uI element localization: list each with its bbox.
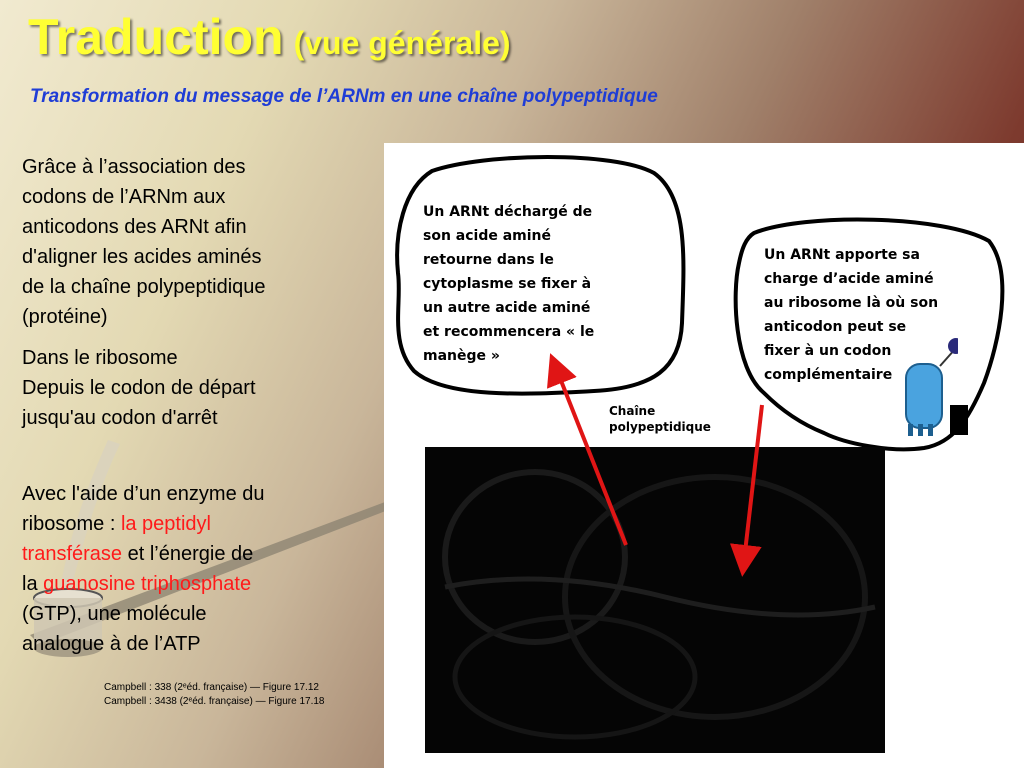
transferase-term: transférase [22, 543, 123, 565]
reference-line: Campbell : 3438 (2ᵉéd. française) — Figure 17.18 [104, 695, 325, 707]
text-fragment: ribosome : [22, 513, 121, 535]
bubble-line: charge d’acide aminé [764, 271, 934, 287]
bubble-line: Un ARNt apporte sa [764, 247, 920, 263]
text-line [22, 509, 367, 539]
bubble-line: son acide aminé [423, 228, 552, 244]
bubble-line: et recommencera « le [423, 324, 595, 340]
paragraph-association [22, 152, 367, 332]
bubble-line: retourne dans le [423, 252, 554, 268]
text-line: Dans le ribosome [22, 347, 178, 369]
text-line: codons de l’ARNm aux [22, 186, 226, 208]
paragraph-enzyme [22, 479, 367, 659]
text-line: d'aligner les acides aminés [22, 246, 262, 268]
text-line [22, 569, 367, 599]
text-line [22, 539, 367, 569]
arrow-trna-exit [556, 368, 626, 545]
text-line: Grâce à l’association des [22, 156, 246, 178]
peptidyl-term: la peptidyl [120, 513, 211, 535]
slide-title [28, 8, 511, 66]
slide-subtitle: Transformation du message de l’ARNm en une chaîne polypeptidique [30, 86, 658, 107]
arrow-trna-entry [744, 405, 762, 561]
text-line: anticodons des ARNt afin [22, 216, 247, 238]
bubble-line: Un ARNt déchargé de [423, 204, 593, 220]
title-sub: (vue générale) [293, 25, 511, 61]
text-line: (protéine) [22, 306, 108, 328]
bubble-line: manège » [423, 348, 500, 364]
chain-label-line: Chaîne [609, 404, 656, 418]
chain-label-line: polypeptidique [609, 420, 711, 434]
reference-line: Campbell : 338 (2ᵉéd. française) — Figure 17.12 [104, 682, 319, 693]
bubble-line: un autre acide aminé [423, 300, 591, 316]
title-main: Traduction [28, 9, 284, 65]
references [104, 681, 325, 708]
text-line: Avec l'aide d’un enzyme du [22, 483, 265, 505]
arrows-overlay [384, 143, 1024, 768]
text-fragment: la [22, 573, 44, 595]
text-fragment: et l’énergie de [122, 543, 254, 565]
text-line: de la chaîne polypeptidique [22, 276, 266, 298]
text-line: Depuis le codon de départ [22, 377, 256, 399]
gtp-term: guanosine triphosphate [43, 573, 252, 595]
text-line: (GTP), une molécule [22, 603, 207, 625]
bubble-line: fixer à un codon [764, 343, 892, 359]
bubble-line: au ribosome là où son [764, 295, 939, 311]
bubble-line: cytoplasme se fixer à [423, 276, 592, 292]
bubble-line: anticodon peut se [764, 319, 907, 335]
paragraph-ribosome [22, 343, 367, 433]
text-line: analogue à de l’ATP [22, 633, 201, 655]
bubble-line: complémentaire [764, 367, 893, 383]
text-line: jusqu'au codon d'arrêt [22, 407, 218, 429]
